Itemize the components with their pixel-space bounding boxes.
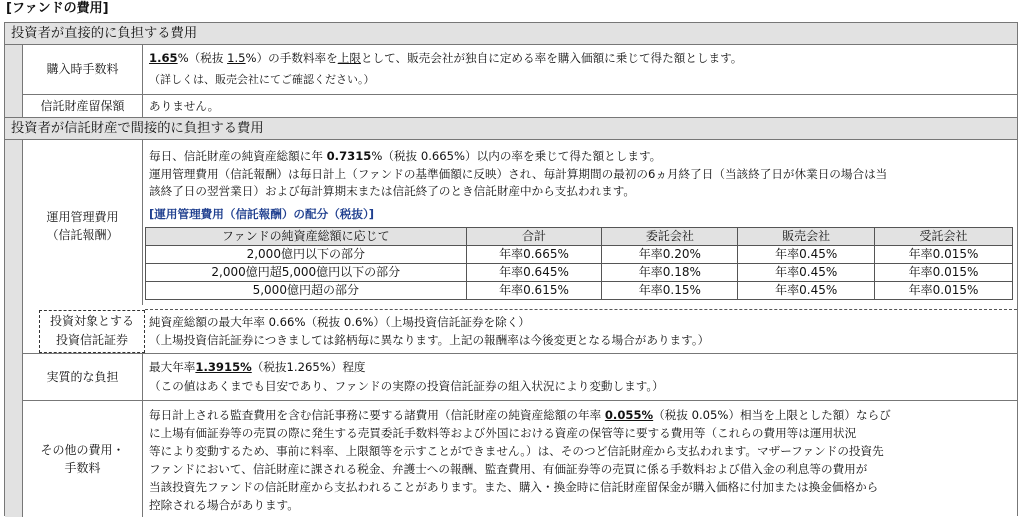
page-title: [ファンドの費用] bbox=[6, 1, 109, 16]
effective-line-1 bbox=[149, 359, 1013, 375]
purchase-fee-t1: %（税抜 bbox=[177, 51, 228, 65]
table-row bbox=[146, 282, 1013, 300]
col-header: 委託会社 bbox=[602, 228, 738, 246]
invest-target-line-2: （上場投資信託証券につきましては銘柄毎に異なります。上記の報酬率は今後変更となる場合があります。） bbox=[149, 333, 710, 347]
divider bbox=[23, 94, 1017, 95]
mgmt-fee-line-2: 運用管理費用（信託報酬）は毎日計上（ファンドの基準価額に反映）され、毎計算期間の最初の6ヵ月終了日（当該終了日が休業日の場合は当 bbox=[149, 167, 888, 181]
col-header: ファンドの純資産総額に応じて bbox=[146, 228, 467, 246]
reserve-label: 信託財産留保額 bbox=[23, 95, 143, 117]
allocation-table bbox=[145, 227, 1013, 300]
table-cell: 年率0.45% bbox=[738, 264, 875, 282]
mgmt-fee-line-1 bbox=[149, 148, 1013, 164]
mgmt-fee-line-3: 該終了日の翌営業日）および毎計算期末または信託終了のとき信託財産中から支払われます。 bbox=[149, 184, 636, 198]
allocation-title: [運用管理費用（信託報酬）の配分（税抜）] bbox=[149, 207, 375, 221]
divider bbox=[23, 353, 1017, 354]
purchase-fee-t3: として、販売会社が独自に定める率を購入価額に乗じて得た額とします。 bbox=[360, 51, 743, 65]
mgmt-fee-label-1: 運用管理費用 bbox=[46, 210, 119, 224]
table-cell: 年率0.015% bbox=[875, 282, 1013, 300]
fee-sheet bbox=[4, 22, 1018, 516]
invest-target-label bbox=[39, 310, 145, 353]
purchase-fee-rate-ex: 1.5 bbox=[227, 51, 246, 65]
purchase-fee-cap: 上限 bbox=[337, 51, 361, 65]
table-cell: 年率0.645% bbox=[466, 264, 602, 282]
table-cell: 2,000億円以下の部分 bbox=[146, 246, 467, 264]
other-fees-line-3: 等により変動するため、事前に料率、上限額等を示すことができません。）は、そのつど信託財産から支払われます。マザーファンドの投資先 bbox=[149, 444, 884, 458]
col-header: 販売会社 bbox=[738, 228, 875, 246]
divider bbox=[23, 400, 1017, 401]
other-fees-l1b: （税抜 0.05%）相当を上限とした額）ならび bbox=[653, 408, 891, 422]
other-fees-label-1: その他の費用・ bbox=[40, 443, 125, 457]
other-fees-line-4: ファンドにおいて、信託財産に課される税金、弁護士への報酬、監査費用、有価証券等の売買に係る手数料および借入金の利息等の費用が bbox=[149, 462, 868, 476]
indirect-cost-heading: 投資者が信託財産で間接的に負担する費用 bbox=[5, 118, 1017, 140]
invest-target-label-2: 投資信託証券 bbox=[55, 333, 128, 347]
allocation-header-row bbox=[146, 228, 1013, 246]
other-fees-label-2: 手数料 bbox=[64, 461, 101, 475]
direct-indent bbox=[5, 45, 23, 117]
invest-target-line-1: 純資産総額の最大年率 0.66%（税抜 0.6%）（上場投資信託証券を除く） bbox=[149, 315, 530, 329]
divider bbox=[145, 309, 1017, 310]
table-cell: 年率0.015% bbox=[875, 264, 1013, 282]
direct-cost-heading: 投資者が直接的に負担する費用 bbox=[5, 23, 1017, 45]
col-header: 受託会社 bbox=[875, 228, 1013, 246]
table-cell: 年率0.45% bbox=[738, 246, 875, 264]
other-fees-rate: 0.055% bbox=[604, 408, 654, 422]
other-fees-line-2: に上場有価証券等の売買の際に発生する売買委託手数料等および外国における資産の保管等に要する費用等（これらの費用等は運用状況 bbox=[149, 426, 857, 440]
table-cell: 年率0.20% bbox=[602, 246, 738, 264]
table-row bbox=[146, 264, 1013, 282]
other-fees-line-5: 当該投資先ファンドの信託財産から支払われることがあります。また、購入・換金時に信託財産留保金が購入価格に付加または換金価格から bbox=[149, 480, 879, 494]
mgmt-fee-l1b: %（税抜 0.665%）以内の率を乗じて得た額とします。 bbox=[371, 149, 662, 163]
mgmt-fee-rate: 0.7315 bbox=[326, 149, 372, 163]
table-cell: 年率0.45% bbox=[738, 282, 875, 300]
other-fees-line-6: 控除される場合があります。 bbox=[149, 498, 299, 512]
table-cell: 年率0.015% bbox=[875, 246, 1013, 264]
mgmt-fee-label bbox=[23, 140, 143, 305]
other-fees-line-1 bbox=[149, 407, 1013, 423]
effective-line-2: （この値はあくまでも目安であり、ファンドの実際の投資信託証券の組入状況により変動します。） bbox=[149, 379, 664, 393]
table-cell: 年率0.665% bbox=[466, 246, 602, 264]
mgmt-fee-l1a: 毎日、信託財産の純資産総額に年 bbox=[149, 149, 327, 163]
table-cell: 年率0.18% bbox=[602, 264, 738, 282]
effective-l1b: （税抜1.265%）程度 bbox=[251, 360, 366, 374]
other-fees-label bbox=[23, 401, 143, 517]
effective-l1a: 最大年率 bbox=[149, 360, 196, 374]
effective-rate: 1.3915% bbox=[195, 360, 252, 374]
table-row bbox=[146, 246, 1013, 264]
purchase-fee-rate: 1.65 bbox=[149, 51, 178, 65]
reserve-value: ありません。 bbox=[149, 99, 220, 113]
effective-label: 実質的な負担 bbox=[23, 354, 143, 400]
table-cell: 年率0.15% bbox=[602, 282, 738, 300]
table-cell: 年率0.615% bbox=[466, 282, 602, 300]
col-header: 合計 bbox=[466, 228, 602, 246]
table-cell: 5,000億円超の部分 bbox=[146, 282, 467, 300]
purchase-fee-t2: %）の手数料率を bbox=[245, 51, 338, 65]
mgmt-fee-label-2: （信託報酬） bbox=[46, 228, 119, 242]
purchase-fee-note: （詳しくは、販売会社にてご確認ください。） bbox=[149, 73, 375, 86]
invest-target-label-1: 投資対象とする bbox=[49, 314, 134, 328]
indirect-indent bbox=[5, 140, 23, 517]
purchase-fee-text bbox=[149, 50, 1013, 66]
purchase-fee-label: 購入時手数料 bbox=[23, 45, 143, 94]
table-cell: 2,000億円超5,000億円以下の部分 bbox=[146, 264, 467, 282]
other-fees-l1a: 毎日計上される監査費用を含む信託事務に要する諸費用（信託財産の純資産総額の年率 bbox=[149, 408, 605, 422]
